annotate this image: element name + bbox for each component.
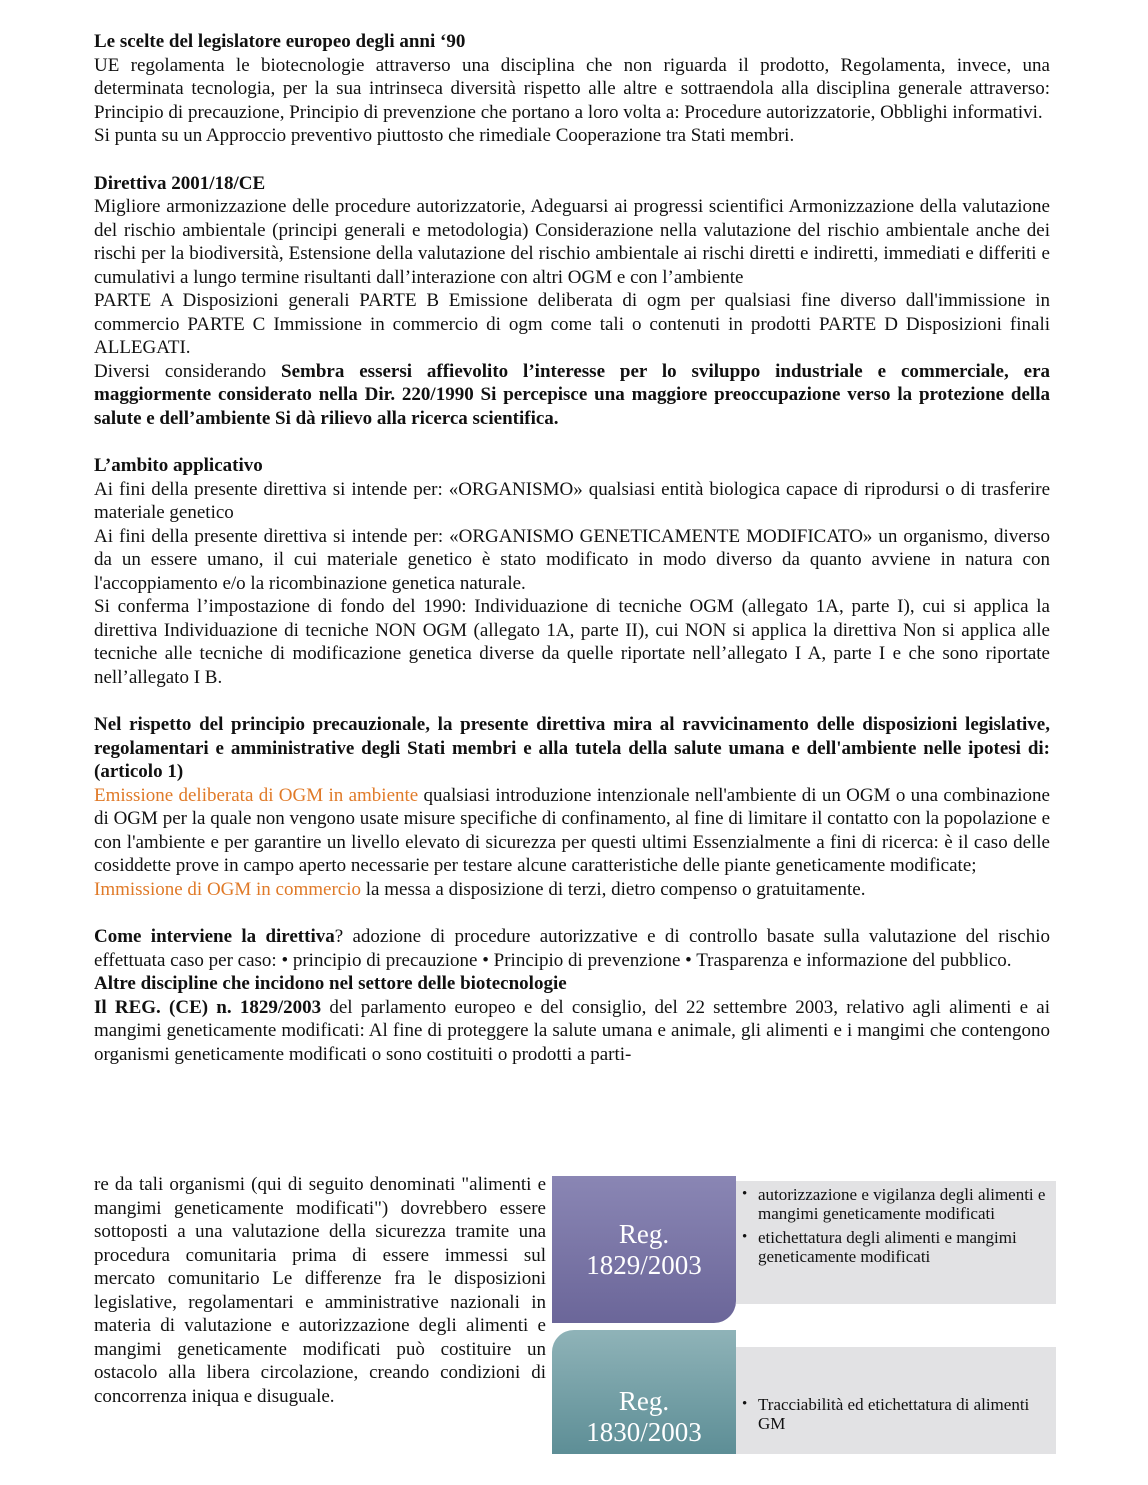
reg-label: Reg. xyxy=(618,1386,670,1416)
paragraph xyxy=(94,925,1050,972)
paragraph: UE regolamenta le biotecnologie attraverso una disciplina che non riguarda il prodotto, Regolamenta, invece, una determinata tecnologia, per la sua intrinseca diversità rispetto alle altre e sottraendola alla disciplina generale attraverso: Principio di precauzione, Principio di prevenzione che portano a loro volta a: Procedure autorizzatorie, Obblighi informativi. xyxy=(94,54,1050,123)
paragraph xyxy=(94,784,1050,878)
reg2-panel xyxy=(736,1347,1056,1454)
paragraph xyxy=(94,878,1050,902)
list-item: • Tracciabilità ed etichettatura di alimenti GM xyxy=(736,1395,1046,1433)
section-title: Le scelte del legislatore europeo degli anni ‘90 xyxy=(94,31,466,52)
paragraph: Si conferma l’impostazione di fondo del 1990: Individuazione di tecniche OGM (allegato 1A, parte I), cui si applica la direttiva Individuazione di tecniche NON OGM (allegato 1A, parte II), cui NON si applica la direttiva Non si applica alle tecniche alle tecniche di modificazione genetica diverse da quelle riportate nell’allegato I A, parte I e che sono riportate nell’allegato I B. xyxy=(94,596,1050,688)
reg-label: Reg. xyxy=(618,1218,670,1249)
regulation-diagram xyxy=(552,1176,1056,1454)
highlighted-term: Immissione di OGM in commercio xyxy=(94,878,362,900)
reg-1829-box xyxy=(552,1176,736,1323)
wrapped-paragraph: re da tali organismi (qui di seguito denominati "alimenti e mangimi geneticamente modificati") dovrebbero essere sottoposti a una valutazione della sicurezza tramite una procedura comunitaria prima di essere immessi sul mercato comunitario Le differenze fra le disposizioni legislative, regolamentari e amministrative nazionali in materia di valutazione e autorizzazione degli alimenti e mangimi geneticamente modificati può costituire un ostacolo alla libera circolazione, creando condizioni di concorrenza iniqua e disuguale. xyxy=(94,1174,546,1407)
text: del parlamento europeo e del consiglio, del 22 settembre 2003, relativo agli alimenti e ai mangimi geneticamente modificati: Al fine di proteggere la salute umana e animale, gli alimenti e i mangimi che contengono organismi geneticamente modificati o sono costituiti o prodotti a parti- xyxy=(94,996,1051,1065)
bold-text: Sembra essersi affievolito l’interesse per lo sviluppo industriale e commerciale, era maggiormente considerato nella Dir. 220/1990 Si percepisce una maggiore preoccupazione verso la protezione della salute e dell’ambiente Si dà rilievo alla ricerca scientifica. xyxy=(94,360,1050,429)
paragraph: Ai fini della presente direttiva si intende per: «ORGANISMO GENETICAMENTE MODIFICATO» un organismo, diverso da un essere umano, il cui materiale genetico è stato modificato in modo diverso da quanto avviene in natura con l'accoppiamento e/o la ricombinazione genetica naturale. xyxy=(94,525,1050,594)
text: la messa a disposizione di terzi, dietro compenso o gratuitamente. xyxy=(361,878,866,900)
text: ? adozione di procedure autorizzative e di controllo basate sulla valutazione del rischio effettuata caso per caso: • principio di precauzione • Principio di prevenzione • Trasparenza e informazione del pubblico. xyxy=(94,926,1050,971)
reg-number: 1830/2003 xyxy=(586,1417,702,1447)
list-item: • etichettatura degli alimenti e mangimi geneticamente modificati xyxy=(736,1228,1046,1266)
paragraph: Si punta su un Approccio preventivo piuttosto che rimediale Cooperazione tra Stati membri. xyxy=(94,125,795,146)
paragraph xyxy=(94,360,1050,431)
highlighted-term: Emissione deliberata di OGM in ambiente xyxy=(94,784,419,806)
reg-number: 1829/2003 xyxy=(586,1249,702,1280)
paragraph: Migliore armonizzazione delle procedure autorizzatorie, Adeguarsi ai progressi scientifici Armonizzazione della valutazione del rischio ambientale (principi generali e metodologia) Considerazione nella valutazione del rischio ambientale anche dei rischi per la biodiversità, Estensione della valutazione del rischio ambientale ai rischi diretti e indiretti, immediati e differiti e cumulativi a lungo termine risultanti dall’interazione con altri OGM e con l’ambiente xyxy=(94,196,1050,288)
paragraph: Ai fini della presente direttiva si intende per: «ORGANISMO» qualsiasi entità biologica capace di riprodursi o di trasferire materiale genetico xyxy=(94,478,1050,523)
section-title: L’ambito applicativo xyxy=(94,455,263,476)
section-title: Altre discipline che incidono nel settore delle biotecnologie xyxy=(94,973,567,994)
paragraph xyxy=(94,996,1050,1067)
document-body xyxy=(94,30,1050,1066)
reg-1830-box xyxy=(552,1330,736,1454)
list-item: • autorizzazione e vigilanza degli alimenti e mangimi geneticamente modificati xyxy=(736,1185,1046,1223)
reg1-panel xyxy=(736,1181,1056,1304)
text: qualsiasi introduzione intenzionale nell'ambiente di un OGM o una combinazione di OGM per la quale non vengono usate misure specifiche di confinamento, al fine di limitare il contatto con la popolazione e con l'ambiente e per garantire un livello elevato di sicurezza per questi ultimi Essenzialmente a fini di ricerca: è il caso delle cosiddette prove in campo aperto necessarie per testare alcune caratteristiche delle piante geneticamente modificate; xyxy=(94,784,1050,876)
section-title: Direttiva 2001/18/CE xyxy=(94,172,266,194)
text: Diversi considerando xyxy=(94,360,282,382)
paragraph: PARTE A Disposizioni generali PARTE B Emissione deliberata di ogm per qualsiasi fine diverso dall'immissione in commercio PARTE C Immissione in commercio di ogm come tali o contenuti in prodotti PARTE D Disposizioni finali ALLEGATI. xyxy=(94,290,1050,358)
section-title: Nel rispetto del principio precauzionale, la presente direttiva mira al ravvicinamento delle disposizioni legislative, regolamentari e amministrative degli Stati membri e alla tutela della salute umana e dell'ambiente nelle ipotesi di: (articolo 1) xyxy=(94,714,1050,782)
bold-text: Come interviene la direttiva xyxy=(94,926,335,947)
bold-text: Il REG. (CE) n. 1829/2003 xyxy=(94,996,322,1018)
